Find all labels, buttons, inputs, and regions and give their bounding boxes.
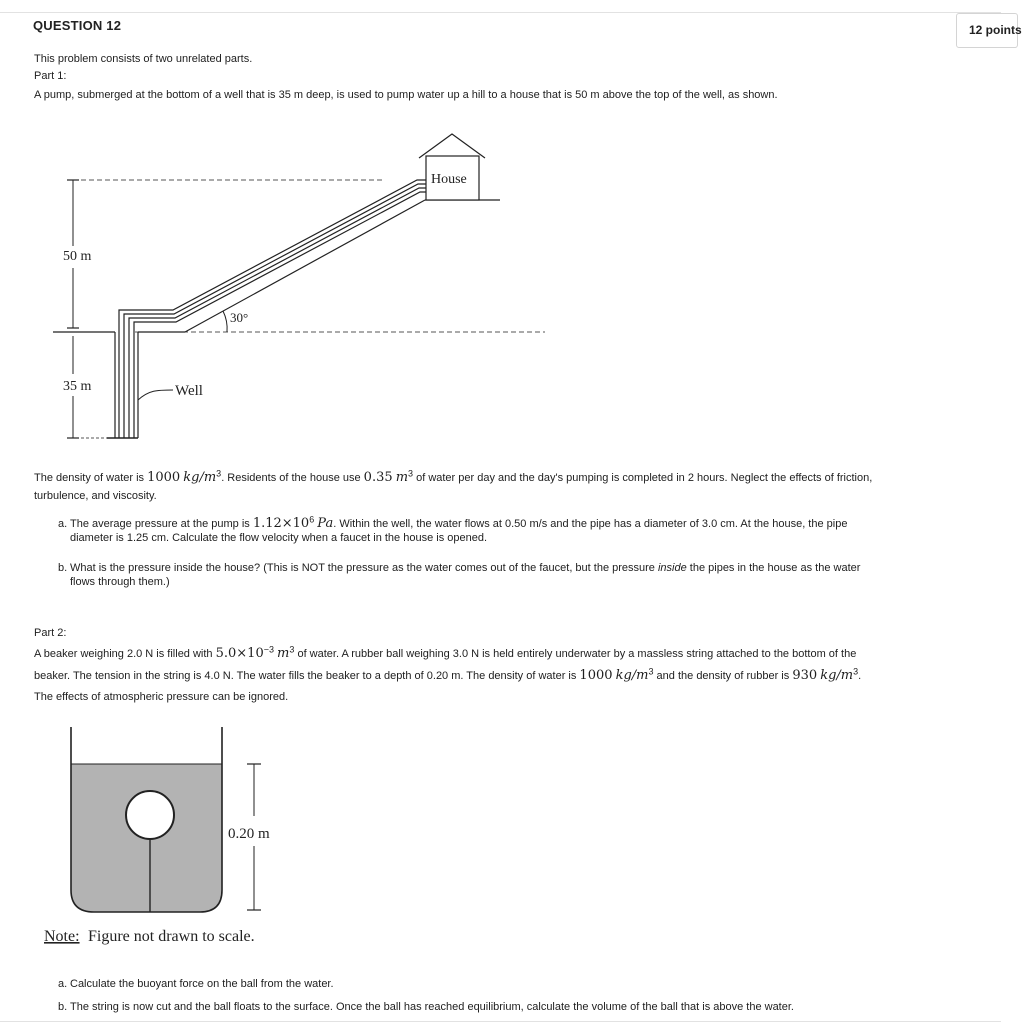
part2-heading: Part 2: xyxy=(34,627,67,639)
part1-item-b: b. What is the pressure inside the house? (This is NOT the pressure as the water comes out of the faucet, but the pressure inside the pipes in the house as the water flows through them.) xyxy=(58,562,861,588)
part1-given: The density of water is 1000 $kg/m^3$. Residents of the house use 0.35 $m^3$ of water per day and the day's pumping is completed in 2 hours. Neglect the effects of friction, turbulence, and viscosity. xyxy=(34,468,873,502)
note-label: Note: xyxy=(44,928,80,945)
beaker-depth-label: 0.20 m xyxy=(228,826,270,842)
intro-text: This problem consists of two unrelated parts. xyxy=(34,53,253,65)
hill-slope xyxy=(185,200,425,332)
angle-label: 30° xyxy=(230,310,249,325)
part1-item-a: a. The average pressure at the pump is $1.12\times 10^6$ Pa. Within the well, the water flows at 0.50 m/s and the pipe has a diameter of 3.0 cm. At the house, the pipe diameter is 1.25 cm. Calculate the flow velocity when a faucet in the house is opened. xyxy=(58,514,848,544)
house-roof xyxy=(419,134,485,158)
part1-heading: Part 1: xyxy=(34,70,67,82)
bottom-divider xyxy=(0,1021,1001,1022)
beaker-figure xyxy=(40,722,300,952)
rubber-ball xyxy=(126,791,174,839)
well-house-figure xyxy=(45,128,515,448)
part2-description: A beaker weighing 2.0 N is filled with $5.0\times 10^{-3}$ $m^3$ of water. A rubber ball weighing 3.0 N is held entirely underwater by a massless string attached to the bottom of the beaker. The tension in the string is 4.0 N. The water fills the beaker to a depth of 0.20 m. The density of water is 1000 $kg/m^3$ and the density of rubber is 930 $kg/m^3$. The effects of atmospheric pressure can be ignored. xyxy=(34,644,862,703)
pipe-outer-left xyxy=(119,180,430,438)
well-leader-line xyxy=(138,390,173,400)
note-text: Figure not drawn to scale. xyxy=(84,928,255,945)
house-label: House xyxy=(431,172,467,187)
pipe-inner-right xyxy=(129,188,430,438)
angle-arc xyxy=(223,311,227,332)
part2-item-b: b. The string is now cut and the ball floats to the surface. Once the ball has reached equilibrium, calculate the volume of the ball that is above the water. xyxy=(58,1001,794,1013)
points-label: 12 points xyxy=(969,23,1022,37)
part2-item-a: a. Calculate the buoyant force on the ball from the water. xyxy=(58,978,334,990)
question-title: QUESTION 12 xyxy=(33,18,122,33)
part1-description: A pump, submerged at the bottom of a well that is 35 m deep, is used to pump water up a hill to a house that is 50 m above the top of the well, as shown. xyxy=(34,89,778,101)
top-divider xyxy=(0,12,1001,13)
height-label: 50 m xyxy=(63,249,92,264)
well-label: Well xyxy=(175,383,203,399)
pipe-outer-right xyxy=(134,192,430,438)
depth-label: 35 m xyxy=(63,379,92,394)
points-badge xyxy=(956,13,1022,48)
